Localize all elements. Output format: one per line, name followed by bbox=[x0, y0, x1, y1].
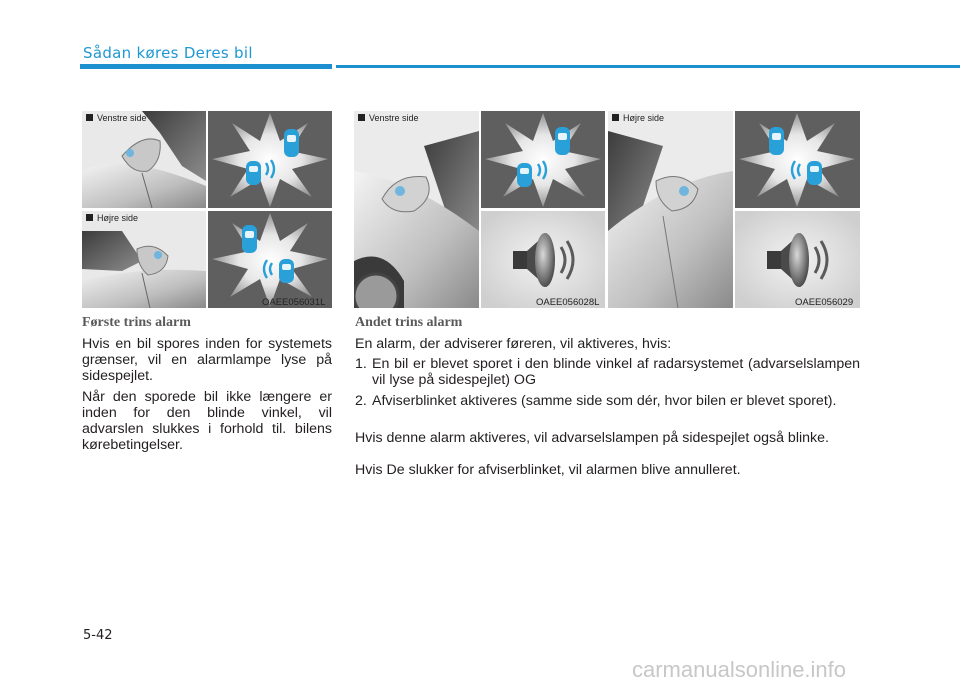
heading-first-stage: Første trins alarm bbox=[82, 315, 191, 330]
blindspot-diagram-1a bbox=[208, 111, 332, 208]
list-item bbox=[355, 356, 860, 388]
paragraph-intro: En alarm, der adviserer føreren, vil aktiveres, hvis: bbox=[355, 336, 672, 352]
mirror-left-image bbox=[82, 111, 206, 208]
list-item bbox=[355, 393, 860, 409]
speaker-icon bbox=[481, 211, 605, 308]
header-rule bbox=[336, 65, 960, 68]
car-left-side-image bbox=[354, 111, 479, 308]
list-item-number: 1. bbox=[355, 356, 367, 372]
paragraph-cancel: Hvis De slukker for afviserblinket, vil alarmen blive annulleret. bbox=[355, 462, 741, 478]
car-right-side-image bbox=[608, 111, 733, 308]
paragraph-first-stage-off: Når den sporede bil ikke længere er inden for den blinde vinkel, vil advarslen slukkes i forhold til. bilens kørebetingelser. bbox=[82, 389, 332, 453]
blindspot-diagram-3 bbox=[735, 111, 860, 208]
figure3-code: OAEE056029 bbox=[795, 297, 854, 308]
watermark: carmanualsonline.info bbox=[632, 657, 847, 682]
speaker-icon bbox=[735, 211, 860, 308]
list-item-number: 2. bbox=[355, 393, 367, 409]
header-rule-accent bbox=[80, 64, 332, 69]
list-item-text: Afviserblinket aktiveres (samme side som dér, hvor bilen er blevet sporet). bbox=[372, 393, 837, 409]
page-number: 5-42 bbox=[83, 628, 113, 643]
figure2-code: OAEE056028L bbox=[536, 297, 600, 308]
blindspot-diagram-1b bbox=[208, 211, 332, 308]
mirror-right-image bbox=[82, 211, 206, 308]
blindspot-diagram-2 bbox=[481, 111, 605, 208]
figure1-label-right: Højre side bbox=[86, 213, 138, 223]
figure2-label: Venstre side bbox=[358, 113, 419, 123]
figure1-label-left: Venstre side bbox=[86, 113, 147, 123]
section-title: Sådan køres Deres bil bbox=[83, 44, 253, 62]
paragraph-first-stage: Hvis en bil spores inden for systemets grænser, vil en alarmlampe lyse på sidespejlet. bbox=[82, 336, 332, 384]
paragraph-alarm: Hvis denne alarm aktiveres, vil advarselslampen på sidespejlet også blinke. bbox=[355, 430, 829, 446]
list-item-text: En bil er blevet sporet i den blinde vinkel af radarsystemet (advarselslampen vil lyse på sidespejlet) OG bbox=[372, 356, 860, 388]
figure1-code: OAEE056031L bbox=[262, 297, 326, 308]
figure3-label: Højre side bbox=[612, 113, 664, 123]
heading-second-stage: Andet trins alarm bbox=[355, 315, 463, 330]
